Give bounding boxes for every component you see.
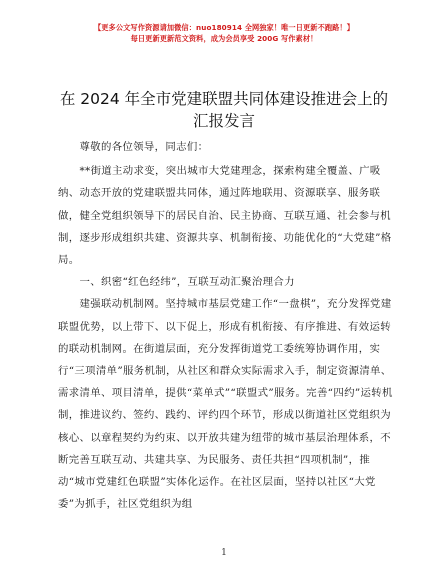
promo-banner-line2: 每日更新更新范文资料，成为会员享受 200G 写作素材！ bbox=[130, 34, 318, 43]
section-heading-1: 一、织密“红色经纬”，互联互动汇聚治理合力 bbox=[58, 276, 295, 289]
document-body bbox=[58, 136, 394, 515]
promo-banner bbox=[0, 22, 448, 44]
promo-banner-line1: 【更多公文写作资源请加微信：nuo180914 全网独家！唯一日更新不跑路！】 bbox=[93, 23, 355, 32]
document-title-line1: 在 2024 年全市党建联盟共同体建设推进会上的 bbox=[59, 90, 389, 108]
document-title-line2: 汇报发言 bbox=[192, 112, 255, 130]
paragraph-linkage-mechanism: 建强联动机制网。坚持城市基层党建工作“一盘棋”，充分发挥党建联盟优势，以上带下、以下促上，形成有机衔接、有序推进、有效运转的联动机制网。在街道层面，充分发挥街道党工委统筹协调作用，实行“三项清单”服务机制，从社区和群众实际需求入手，制定资源清单、需求清单、项目清单，提供“菜单式”“联盟式”服务。完善“四约”运转机制，推进议约、签约、践约、评约四个环节，形成以街道社区党组织为核心、以章程契约为约束、以开放共建为纽带的城市基层治理体系，不断完善互联互动、共建共享、为民服务、责任共担“四项机制”，推动“城市党建红色联盟”实体化运作。在社区层面，坚持以社区“大党委”为抓手，社区党组织为组 bbox=[58, 298, 393, 511]
paragraph-intro: **街道主动求变，突出城市大党建理念，探索构建全覆盖、广吸纳、动态开放的党建联盟共同体，通过阵地联用、资源联享、服务联做，健全党组织领导下的居民自治、民主协商、互联互通、社会参与机制，逐步形成组织共建、资源共享、机制衔接、功能优化的“大党建”格局。 bbox=[58, 165, 392, 267]
page-number: 1 bbox=[221, 548, 227, 558]
salutation: 尊敬的各位领导，同志们： bbox=[58, 141, 209, 153]
document-title bbox=[40, 88, 408, 132]
